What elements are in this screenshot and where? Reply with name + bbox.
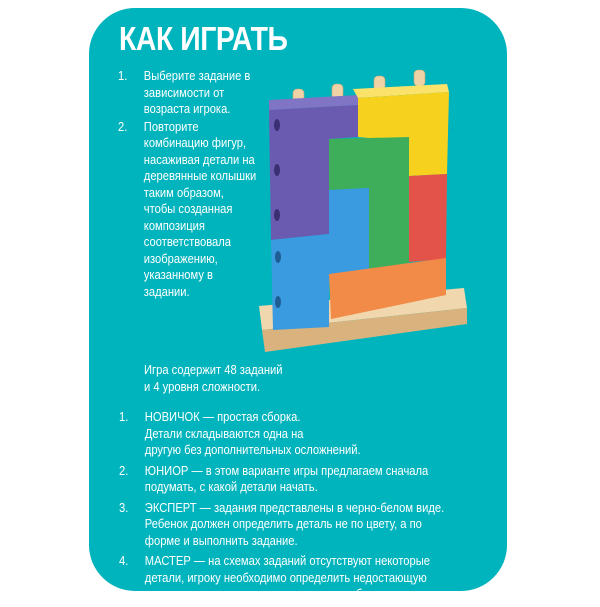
step-number: 1. [118, 68, 128, 83]
level-text [145, 500, 455, 550]
level-text [145, 553, 455, 603]
red-piece [409, 174, 447, 262]
text-line: подумать, с какой детали начать. [144, 479, 318, 494]
text-line: деталь и правильно установить ее в комбинации. [144, 586, 404, 601]
text-line: НОВИЧОК — простая сборка. [144, 409, 301, 424]
text-line: чтобы созданная [143, 201, 233, 216]
text-line: возраста игрока. [143, 101, 231, 116]
toy-image [249, 62, 479, 362]
text-line: Ребенок должен определить деталь не по цвету, а по [144, 516, 422, 531]
level-number: 3. [119, 499, 129, 515]
level-number: 2. [119, 462, 129, 478]
text-line: форме и выполнить задание. [144, 532, 298, 548]
text-line: Детали складываются одна на [144, 425, 304, 441]
level-text [145, 409, 455, 459]
text-line: другую без дополнительных осложнений. [144, 442, 361, 457]
text-line: таким образом, [143, 184, 224, 200]
text-line: МАСТЕР — на схемах заданий отсутствуют некоторые [144, 553, 430, 568]
level-item [119, 409, 454, 459]
how-to-play-card [89, 8, 507, 601]
step-number: 2. [118, 118, 128, 134]
text-line: Выберите задание в [143, 68, 251, 83]
game-summary [144, 362, 350, 395]
text-line: детали, игроку необходимо определить недостающую [144, 569, 427, 585]
instruction-step [118, 119, 269, 301]
instructions-list [118, 68, 269, 301]
level-text [145, 463, 455, 496]
level-item [119, 463, 454, 496]
level-item [119, 500, 454, 550]
page-title: КАК ИГРАТЬ [119, 20, 288, 57]
text-line: ЮНИОР — в этом варианте игры предлагаем сначала [144, 462, 429, 478]
text-line: комбинацию фигур, [143, 135, 247, 150]
level-number: 4. [119, 553, 129, 568]
text-line: задании. [143, 283, 190, 299]
text-line: деревянные колышки [143, 168, 257, 183]
instruction-step [118, 68, 269, 118]
text-line: Повторите [143, 118, 199, 134]
text-line: изображению, [143, 250, 218, 266]
text-line: композиция [143, 217, 205, 233]
text-line: и 4 уровня сложности. [144, 378, 261, 394]
text-line: насаживая детали на [143, 151, 255, 167]
level-item [119, 553, 454, 603]
text-line: зависимости от [143, 84, 225, 100]
text-line: указанному в [143, 267, 213, 282]
text-line: Игра содержит 48 заданий [144, 362, 283, 377]
level-number: 1. [119, 409, 129, 424]
difficulty-levels-list [119, 409, 454, 607]
text-line: соответствовала [143, 234, 232, 249]
text-line: ЭКСПЕРТ — задания представлены в черно-белом виде. [144, 499, 445, 515]
